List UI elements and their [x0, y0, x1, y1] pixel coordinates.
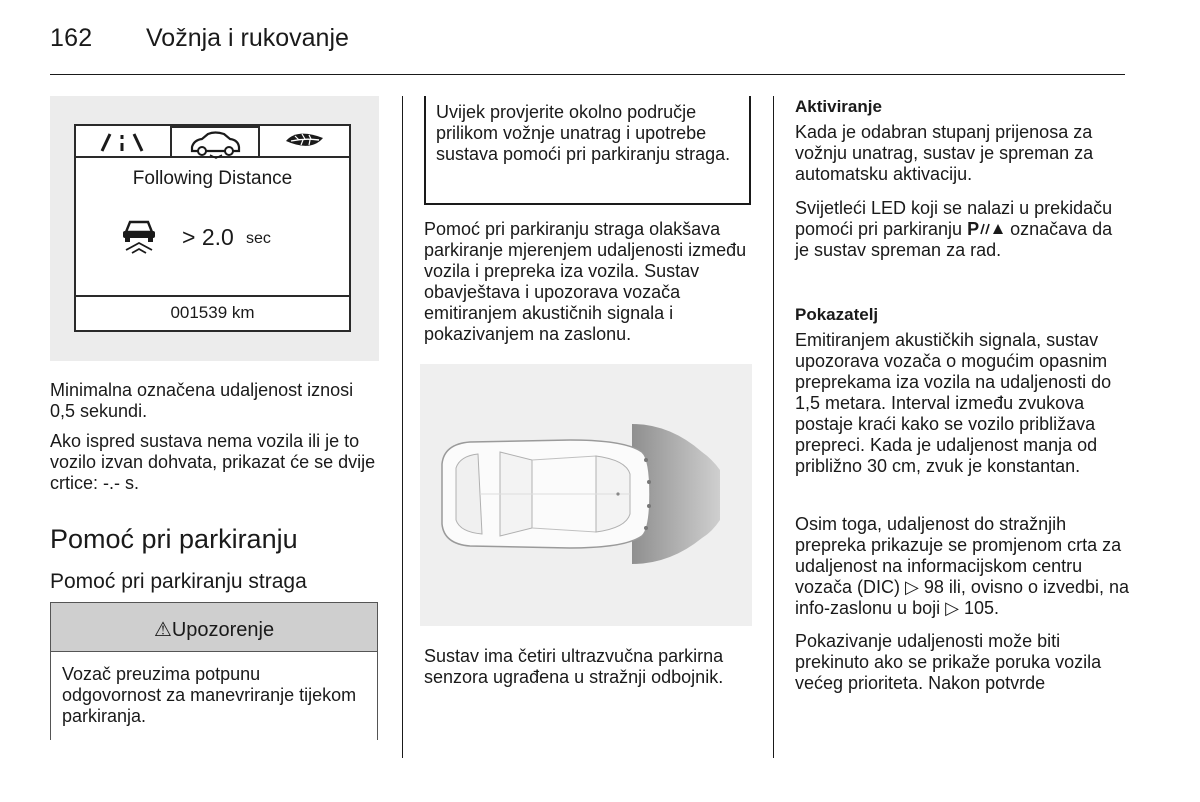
dic-title: Following Distance: [132, 168, 293, 189]
section-title: Vožnja i rukovanje: [146, 24, 349, 52]
distance-text-c: .: [994, 598, 1000, 618]
paragraph-distance-display: [795, 514, 1130, 619]
warning-border-right: [377, 602, 378, 740]
column-divider-1: [402, 96, 403, 758]
warning-header: [50, 602, 378, 652]
distance-text-b: ili, ovisno o izvedbi, na info-zaslonu u boji: [795, 577, 1130, 618]
warning-icon: ⚠: [153, 619, 172, 641]
paragraph-led: [795, 198, 1130, 261]
notice-box: [424, 96, 751, 205]
paragraph-indicator: Emitiranjem akustičkih signala, sustav upozorava vozača o mogućim opasnim preprekama iza vozila na udaljenosti do 1,5 metara. Interval između zvukova postaje kraći kako se vozilo približava prepreci. Kada je udaljenost manja od približno 30 cm, zvuk je konstantan.: [795, 330, 1112, 476]
heading-indicator: Pokazatelj: [795, 305, 879, 324]
page-number: 162: [50, 24, 93, 52]
led-text-a: Svijetleći LED koji se nalazi u prekidaču pomoći pri parkiranju: [795, 198, 1113, 239]
ref-arrow-icon: ▷: [945, 598, 959, 618]
heading-parking-assist: Pomoć pri parkiranju: [50, 524, 298, 554]
road-icon: [98, 131, 146, 153]
page-ref-dic[interactable]: 98: [923, 577, 944, 597]
column-divider-2: [773, 96, 774, 758]
dic-divider: [76, 295, 349, 297]
led-text-b: označava da je sustav spreman za rad.: [795, 219, 1113, 260]
paragraph-parking-assist-description: Pomoć pri parkiranju straga olakšava parkiranje mjerenjem udaljenosti između vozila i prepreka iza vozila. Sustav obavještava i upozorava vozača emitiranjem akustičnih signala i pokazivanjem na zaslonu.: [424, 219, 747, 344]
car-top-view-illustration: [420, 364, 752, 626]
leaf-icon: [283, 130, 327, 152]
paragraph-min-distance: Minimalna označena udaljenost iznosi 0,5 sekundi.: [50, 380, 354, 421]
header-divider: [50, 74, 1125, 75]
distance-text-a: Osim toga, udaljenost do stražnjih prepreka prikazuje se promjenom crta za udaljenost na informacijskom centru vozača (DIC): [795, 514, 1122, 597]
paragraph-interruption: Pokazivanje udaljenosti može biti prekinuto ako se prikaže poruka vozila većeg prioriteta. Nakon potvrde: [795, 631, 1102, 693]
heading-rear-parking-assist: Pomoć pri parkiranju straga: [50, 570, 307, 593]
warning-text: Vozač preuzima potpunu odgovornost za manevriranje tijekom parkiranja.: [62, 664, 357, 726]
dic-odometer: 001539 km: [170, 303, 255, 322]
paragraph-activation: Kada je odabran stupanj prijenosa za vožnju unatrag, sustav je spreman za automatsku aktivaciju.: [795, 122, 1094, 184]
paragraph-sensors: Sustav ima četiri ultrazvučna parkirna senzora ugrađena u stražnji odbojnik.: [424, 646, 724, 687]
page-ref-info-display[interactable]: 105: [963, 598, 994, 618]
dic-value: > 2.0: [182, 224, 234, 250]
sensor-dot: [647, 480, 651, 484]
following-distance-icon: [118, 218, 160, 254]
car-front-icon: [186, 129, 244, 159]
sensor-dot: [647, 504, 651, 508]
heading-activation: Aktiviranje: [795, 97, 882, 116]
parking-sensor-icon: [979, 222, 1005, 236]
ref-arrow-icon: ▷: [905, 577, 919, 597]
sensor-dot: [644, 526, 648, 530]
warning-title: Upozorenje: [171, 619, 275, 641]
parking-assist-symbol: P: [967, 219, 980, 239]
sensor-dot: [644, 458, 648, 462]
notice-text: Uvijek provjerite okolno područje prilikom vožnje unatrag i upotrebe sustava pomoći pri parkiranju straga.: [436, 102, 731, 164]
dic-unit: sec: [246, 230, 271, 247]
warning-border-left: [50, 602, 51, 740]
paragraph-no-vehicle: Ako ispred sustava nema vozila ili je to vozilo izvan dohvata, prikazat će se dvije crtice: -.- s.: [50, 431, 376, 493]
